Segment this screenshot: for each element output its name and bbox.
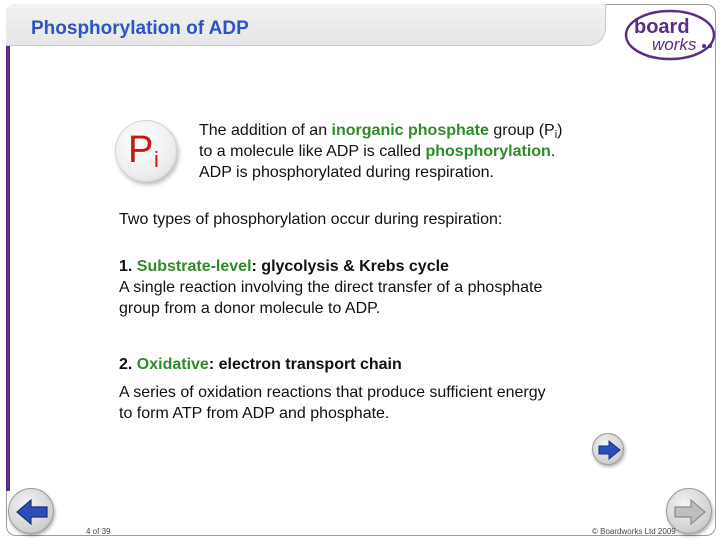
title-bar xyxy=(6,4,606,46)
type2-desc-line-1: A series of oxidation reactions that produce sufficient energy xyxy=(119,384,546,401)
copyright-notice: © Boardworks Ltd 2009 xyxy=(592,527,676,536)
type1-desc-line-2: group from a donor molecule to ADP. xyxy=(119,300,381,317)
left-arrow-icon xyxy=(9,489,55,535)
intro-line-2: to a molecule like ADP is called phosphorylation. xyxy=(199,143,556,160)
slide-title: Phosphorylation of ADP xyxy=(31,18,249,39)
logo-line1: board xyxy=(634,16,690,38)
previous-slide-button[interactable] xyxy=(8,488,54,534)
type2-desc-line-2: to form ATP from ADP and phosphate. xyxy=(119,405,390,422)
pi-letter: P xyxy=(128,129,154,171)
boardworks-logo xyxy=(622,6,718,64)
intro-line-1: The addition of an inorganic phosphate group $(P_i)$ xyxy=(199,122,563,141)
right-arrow-icon xyxy=(593,434,625,466)
type1-heading: 1. Substrate-level: glycolysis & Krebs cycle xyxy=(119,258,449,275)
type2-heading: 2. Oxidative: electron transport chain xyxy=(119,356,402,373)
left-accent-rule xyxy=(6,46,10,491)
phosphate-pi-icon xyxy=(115,120,177,182)
inline-next-button[interactable] xyxy=(592,433,624,465)
type1-desc-line-1: A single reaction involving the direct transfer of a phosphate xyxy=(119,279,543,296)
pi-subscript: i xyxy=(154,147,159,172)
intro-line-3: ADP is phosphorylated during respiration. xyxy=(199,164,494,181)
logo-line2: works xyxy=(652,35,697,54)
page-indicator: 4 of 39 xyxy=(86,527,111,536)
types-heading: Two types of phosphorylation occur during respiration: xyxy=(119,211,503,228)
